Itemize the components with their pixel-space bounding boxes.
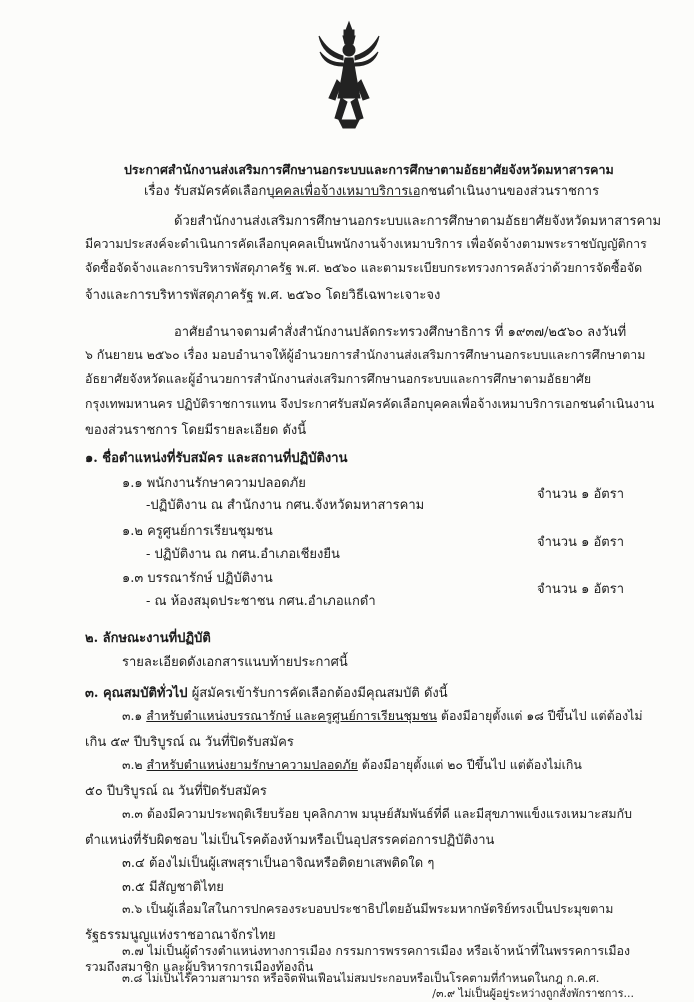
section-3-heading-rest: ผู้สมัครเข้ารับการคัดเลือกต้องมีคุณสมบัติ ดังนี้ — [187, 686, 448, 701]
intro-paragraph-1-line: มีความประสงค์จะดำเนินการคัดเลือกบุคคลเป็นพนักงานจ้างเหมาบริการ เพื่อจัดจ้างตามพระราชบัญญัติการ — [85, 236, 647, 251]
garuda-emblem-icon — [317, 20, 381, 130]
intro-paragraph-2-line: กรุงเทพมหานคร ปฏิบัติราชการแทน จึงประกาศรับสมัครคัดเลือกบุคคลเพื่อจ้างเหมาบริการเอกชนดำเนินงาน — [85, 396, 655, 411]
qualification-3-2-cont: ๕๐ ปีบริบูรณ์ ณ วันที่ปิดรับสมัคร — [85, 784, 267, 799]
page-title: ประกาศสำนักงานส่งเสริมการศึกษานอกระบบและการศึกษาตามอัธยาศัยจังหวัดมหาสารคาม — [124, 162, 614, 177]
position-place: - ณ ห้องสมุดประชาชน กศน.อำเภอแกดำ — [146, 594, 376, 609]
intro-paragraph-2-line: อัธยาศัยจังหวัดและผู้อำนวยการสำนักงานส่งเสริมการศึกษานอกระบบและการศึกษาตามอัธยาศัย — [85, 371, 592, 386]
position-count: จำนวน ๑ อัตรา — [536, 582, 624, 597]
qualification-3-1 — [122, 707, 643, 726]
qualification-3-7: ๓.๗ ไม่เป็นผู้ดำรงตำแหน่งทางการเมือง กรรมการพรรคการเมือง หรือเจ้าหน้าที่ในพรรคการเมือง — [122, 943, 630, 958]
continuation-note: /๓.๙ ไม่เป็นผู้อยู่ระหว่างถูกสั่งพักราชการ... — [432, 987, 634, 1000]
section-3-heading — [85, 682, 448, 703]
position-count: จำนวน ๑ อัตรา — [536, 487, 624, 502]
section-1-heading: ๑. ชื่อตำแหน่งที่รับสมัคร และสถานที่ปฏิบัติงาน — [85, 451, 348, 466]
item-number: ๓.๒ — [122, 757, 147, 772]
position-title: ๑.๓ บรรณารักษ์ ปฏิบัติงาน — [122, 571, 273, 586]
intro-paragraph-2-line: ๖ กันยายน ๒๕๖๐ เรื่อง มอบอำนาจให้ผู้อำนวยการสำนักงานส่งเสริมการศึกษานอกระบบและการศึกษาตาม — [85, 347, 646, 362]
qualification-3-1-cont: เกิน ๕๙ ปีบริบูรณ์ ณ วันที่ปิดรับสมัคร — [85, 735, 294, 750]
position-place: - ปฏิบัติงาน ณ กศน.อำเภอเชียงยืน — [146, 547, 340, 562]
qualification-3-6: ๓.๖ เป็นผู้เลื่อมใสในการปกครองระบอบประชาธิปไตยอันมีพระมหากษัตริย์ทรงเป็นประมุขตาม — [122, 901, 614, 916]
position-title: ๑.๑ พนักงานรักษาความปลอดภัย — [122, 476, 306, 491]
qualification-3-3-cont: ตำแหน่งที่รับผิดชอบ ไม่เป็นโรคต้องห้ามหรือเป็นอุปสรรคต่อการปฏิบัติงาน — [85, 833, 495, 848]
title-divider — [270, 196, 420, 197]
section-3-heading-label: ๓. คุณสมบัติทั่วไป — [85, 686, 188, 701]
position-count: จำนวน ๑ อัตรา — [536, 535, 624, 550]
intro-paragraph-2-line: อาศัยอำนาจตามคำสั่งสำนักงานปลัดกระทรวงศึกษาธิการ ที่ ๑๙๓๗/๒๕๖๐ ลงวันที่ — [174, 325, 627, 340]
position-place: -ปฏิบัติงาน ณ สำนักงาน กศน.จังหวัดมหาสารคาม — [146, 498, 425, 513]
section-2-text: รายละเอียดดังเอกสารแนบท้ายประกาศนี้ — [122, 655, 348, 670]
underlined-text: สำหรับตำแหน่งบรรณารักษ์ และครูศูนย์การเรียนชุมชน — [146, 708, 437, 723]
intro-paragraph-1-line: จัดซื้อจัดจ้างและการบริหารพัสดุภาครัฐ พ.ศ. ๒๕๖๐ และตามระเบียบกระทรวงการคลังว่าด้วยการจัดซื้อจัด — [85, 260, 643, 275]
section-2-heading: ๒. ลักษณะงานที่ปฏิบัติ — [85, 631, 211, 646]
qualification-3-5: ๓.๕ มีสัญชาติไทย — [122, 880, 224, 895]
intro-paragraph-2-line: ของส่วนราชการ โดยมีรายละเอียด ดังนี้ — [85, 423, 307, 438]
item-text: ต้องมีอายุตั้งแต่ ๒๐ ปีขึ้นไป แต่ต้องไม่เกิน — [357, 757, 582, 772]
qualification-3-8: ๓.๘ ไม่เป็นไร้ความสามารถ หรือจิตฟั่นเฟือนไม่สมประกอบหรือเป็นโรคตามที่กำหนดในกฎ ก.ค.ศ. — [122, 971, 600, 985]
qualification-3-4: ๓.๔ ต้องไม่เป็นผู้เสพสุราเป็นอาจิณหรือติดยาเสพติดใด ๆ — [122, 856, 435, 871]
qualification-3-2 — [122, 756, 582, 775]
qualification-3-3: ๓.๓ ต้องมีความประพฤติเรียบร้อย บุคลิกภาพ มนุษย์สัมพันธ์ที่ดี และมีสุขภาพแข็งแรงเหมาะสมกับ — [122, 806, 632, 821]
underlined-text: สำหรับตำแหน่งยามรักษาความปลอดภัย — [146, 757, 358, 772]
document-subject: เรื่อง รับสมัครคัดเลือกบุคคลเพื่อจ้างเหมาบริการเอกชนดำเนินงานของส่วนราชการ — [144, 184, 600, 199]
intro-paragraph-1-line: จ้างและการบริหารพัสดุภาครัฐ พ.ศ. ๒๕๖๐ โดยวิธีเฉพาะเจาะจง — [85, 288, 441, 303]
intro-paragraph-1-line: ด้วยสำนักงานส่งเสริมการศึกษานอกระบบและการศึกษาตามอัธยาศัยจังหวัดมหาสารคาม — [174, 214, 662, 229]
item-number: ๓.๑ — [122, 708, 147, 723]
item-text: ต้องมีอายุตั้งแต่ ๑๘ ปีขึ้นไป แต่ต้องไม่ — [436, 708, 643, 723]
qualification-3-7-cont: รวมถึงสมาชิก และผู้บริหารการเมืองท้องถิ่น — [85, 959, 314, 974]
qualification-3-6-cont: รัฐธรรมนูญแห่งราชอาณาจักรไทย — [85, 928, 276, 943]
position-title: ๑.๒ ครูศูนย์การเรียนชุมชน — [122, 524, 273, 539]
